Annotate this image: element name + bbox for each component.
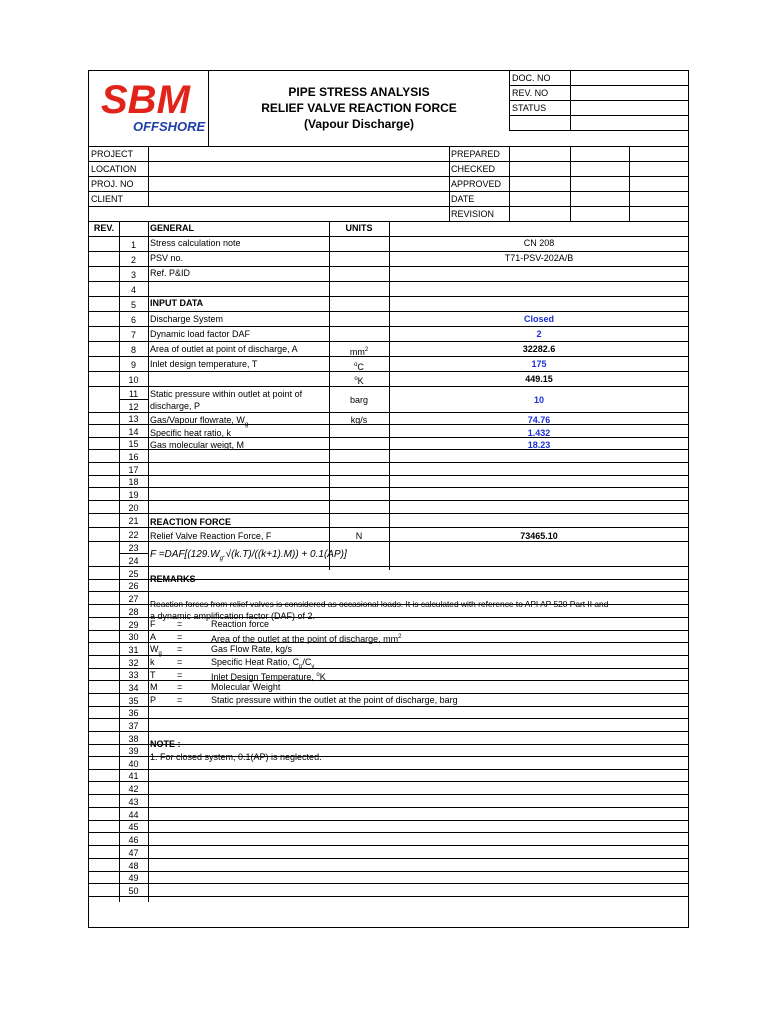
legend-description: Specific Heat Ratio, $C_p/C_v$ — [211, 657, 315, 670]
legend-symbol: P — [150, 695, 157, 705]
row-number: 42 — [128, 784, 139, 794]
inlet-temp-value: 175 — [531, 359, 547, 369]
row-number: 40 — [128, 759, 139, 769]
row-rule — [89, 513, 689, 514]
row-rule — [89, 386, 689, 387]
area-unit: $mm^2$ — [349, 347, 369, 357]
row-number: 23 — [128, 543, 139, 553]
row-rule — [89, 706, 689, 707]
stress-note-label: Stress calculation note — [150, 238, 241, 248]
legend-equals: = — [177, 644, 183, 654]
rev-no-label: REV. NO — [512, 88, 549, 98]
legend-description: Reaction force — [211, 619, 270, 629]
row-rule — [89, 845, 689, 846]
legend-equals: = — [177, 619, 183, 629]
row-number: 17 — [128, 465, 139, 475]
row-rule — [89, 412, 689, 413]
row-number: 28 — [128, 607, 139, 617]
row-number: 14 — [128, 427, 139, 437]
row-number: 20 — [128, 503, 139, 513]
row-rule — [89, 591, 689, 592]
general-column-header: GENERAL — [150, 223, 195, 233]
molecular-weight-value: 18.23 — [527, 440, 551, 450]
ref-pid-label: Ref. P&ID — [150, 268, 191, 278]
row-number: 48 — [128, 861, 139, 871]
legend-symbol: $W_g$ — [150, 644, 162, 657]
row-rule — [89, 858, 689, 859]
reaction-force-value: 73465.10 — [520, 531, 558, 541]
row-number: 32 — [128, 658, 139, 668]
row-number-divider — [148, 221, 149, 902]
row-number: 24 — [128, 556, 139, 566]
row-number: 25 — [128, 569, 139, 579]
sbm-offshore-logo — [97, 75, 206, 135]
row-rule — [89, 781, 689, 782]
row-rule — [89, 807, 689, 808]
note-heading: NOTE : — [150, 739, 181, 749]
row-number: 8 — [130, 345, 136, 355]
client-label: CLIENT — [91, 194, 124, 204]
inlet-temp-unit: $^o$C — [354, 362, 364, 372]
row-number: 21 — [128, 516, 139, 526]
row-number: 9 — [130, 360, 136, 370]
row-number: 6 — [130, 315, 136, 325]
row-number: 38 — [128, 734, 139, 744]
row-rule — [89, 341, 689, 342]
discharge-system-label: Discharge System — [150, 314, 224, 324]
row-rule — [89, 731, 689, 732]
units-column-header: UNITS — [345, 223, 373, 233]
gas-flowrate-unit: kg/s — [350, 415, 368, 425]
row-rule — [89, 500, 689, 501]
legend-description: Gas Flow Rate, kg/s — [211, 644, 293, 654]
row-number: 4 — [130, 285, 136, 295]
row-number: 13 — [128, 414, 139, 424]
row-number: 29 — [128, 620, 139, 630]
row-rule — [89, 883, 689, 884]
daf-label: Dynamic load factor DAF — [150, 329, 251, 339]
row-number: 30 — [128, 632, 139, 642]
row-number: 19 — [128, 490, 139, 500]
row-number: 39 — [128, 746, 139, 756]
area-value: 32282.6 — [522, 344, 556, 354]
status-label: STATUS — [512, 103, 547, 113]
legend-symbol: F — [150, 619, 156, 629]
row-number: 35 — [128, 696, 139, 706]
discharge-system-value: Closed — [523, 314, 554, 324]
legend-description: Static pressure within the outlet at the point of discharge, barg — [211, 695, 458, 705]
row-rule — [89, 462, 689, 463]
molecular-weight-label: Gas molecular weigt, M — [150, 440, 245, 450]
legend-equals: = — [177, 695, 183, 705]
row-rule — [89, 487, 689, 488]
row-number: 47 — [128, 848, 139, 858]
approved-label: APPROVED — [451, 179, 502, 189]
row-rule — [89, 356, 689, 357]
row-rule — [89, 832, 689, 833]
gas-flowrate-value: 74.76 — [527, 415, 551, 425]
table-bottom-rule — [89, 896, 689, 897]
note-closed-system: 1. For closed system, 0.1(AP) is neglected. — [150, 752, 322, 762]
row-rule — [89, 475, 689, 476]
title-line-1: PIPE STRESS ANALYSIS — [288, 85, 430, 99]
legend-description: Area of the outlet at the point of discharge, $mm^2$ — [211, 634, 402, 644]
row-rule — [89, 769, 689, 770]
static-pressure-value: 10 — [533, 395, 544, 405]
doc-no-label: DOC. NO — [512, 73, 551, 83]
reaction-force-heading: REACTION FORCE — [150, 517, 231, 527]
specific-heat-value: 1.432 — [527, 428, 551, 438]
row-rule — [89, 281, 689, 282]
title-line-2: RELIEF VALVE REACTION FORCE — [261, 101, 457, 115]
date-label: DATE — [451, 194, 475, 204]
static-pressure-label-2: discharge, P — [150, 401, 201, 411]
row-rule — [89, 566, 689, 567]
row-number: 49 — [128, 873, 139, 883]
specific-heat-label: Specific heat ratio, k — [150, 428, 232, 438]
remarks-paragraph-line-2: a dynamic amplification factor (DAF) of 2. — [150, 611, 316, 621]
legend-equals: = — [177, 632, 183, 642]
row-number: 11 — [128, 389, 139, 399]
row-rule — [89, 820, 689, 821]
rev-column-header: REV. — [93, 223, 115, 233]
row-number: 5 — [130, 300, 136, 310]
kelvin-unit: $^o$K — [354, 376, 364, 386]
prepared-label: PREPARED — [451, 149, 500, 159]
row-rule — [89, 326, 689, 327]
revision-label: REVISION — [451, 209, 495, 219]
area-label: Area of outlet at point of discharge, A — [150, 344, 298, 354]
row-rule — [89, 311, 689, 312]
row-number: 41 — [128, 771, 139, 781]
row-number: 2 — [130, 255, 136, 265]
calculation-sheet — [88, 70, 689, 928]
inlet-temp-label: Inlet design temperature, T — [150, 359, 258, 369]
row-number: 16 — [128, 452, 139, 462]
row-number: 43 — [128, 797, 139, 807]
project-label: PROJECT — [91, 149, 134, 159]
gas-flowrate-label: Gas/Vapour flowrate, $W_g$ — [150, 415, 249, 428]
legend-symbol: M — [150, 682, 158, 692]
row-number: 46 — [128, 835, 139, 845]
row-rule — [89, 371, 689, 372]
legend-symbol: T — [150, 670, 156, 680]
row-rule — [89, 718, 689, 719]
proj-no-label: PROJ. NO — [91, 179, 134, 189]
legend-equals: = — [177, 670, 183, 680]
row-number: 36 — [128, 708, 139, 718]
legend-description: Inlet Design Temperature, $^o$K — [211, 672, 326, 682]
row-number: 33 — [128, 670, 139, 680]
logo-sbm-text: SBM — [101, 78, 190, 122]
row-number: 44 — [128, 810, 139, 820]
static-pressure-unit: barg — [349, 395, 368, 405]
row-rule — [89, 794, 689, 795]
reaction-force-formula: $F =DAF[(129.W_g.√(k.T)/((k+1).M)) + 0.1(AP)]$ — [150, 549, 347, 562]
row-number: 50 — [128, 886, 139, 896]
legend-symbol: k — [150, 657, 155, 667]
title-line-3: (Vapour Discharge) — [303, 117, 415, 131]
reaction-force-unit: N — [355, 531, 363, 541]
legend-symbol: A — [150, 632, 157, 642]
legend-description: Molecular Weight — [211, 682, 281, 692]
reaction-force-label: Relief Valve Reaction Force, F — [150, 531, 272, 541]
row-number: 26 — [128, 581, 139, 591]
remarks-paragraph-line-1: Reaction forces from relief valves is considered as occasional loads. It is calculated with reference to API AP 520 Part II and — [150, 599, 609, 609]
psv-no-label: PSV no. — [150, 253, 184, 263]
row-number: 45 — [128, 822, 139, 832]
row-number: 27 — [128, 594, 139, 604]
row-number: 15 — [128, 439, 139, 449]
row-number: 1 — [130, 240, 136, 250]
header-divider-doc — [509, 71, 510, 131]
row-number: 37 — [128, 721, 139, 731]
remarks-heading: REMARKS — [150, 574, 196, 584]
row-number: 31 — [128, 645, 139, 655]
row-number: 7 — [130, 330, 136, 340]
row-number: 18 — [128, 477, 139, 487]
row-number: 3 — [130, 270, 136, 280]
row-number: 34 — [128, 683, 139, 693]
daf-value: 2 — [536, 329, 542, 339]
row-number: 12 — [128, 402, 139, 412]
location-label: LOCATION — [91, 164, 137, 174]
row-number: 22 — [128, 530, 139, 540]
header-divider-doc2 — [570, 71, 571, 131]
static-pressure-label-1: Static pressure within outlet at point of — [150, 389, 303, 399]
legend-equals: = — [177, 682, 183, 692]
stress-note-value: CN 208 — [523, 238, 555, 248]
kelvin-value: 449.15 — [525, 374, 553, 384]
psv-no-value: T71-PSV-202A/B — [504, 253, 574, 263]
row-number: 10 — [128, 375, 139, 385]
row-rule — [89, 871, 689, 872]
input-data-heading: INPUT DATA — [150, 298, 204, 308]
checked-label: CHECKED — [451, 164, 496, 174]
logo-offshore-text: OFFSHORE — [133, 119, 206, 134]
legend-equals: = — [177, 657, 183, 667]
